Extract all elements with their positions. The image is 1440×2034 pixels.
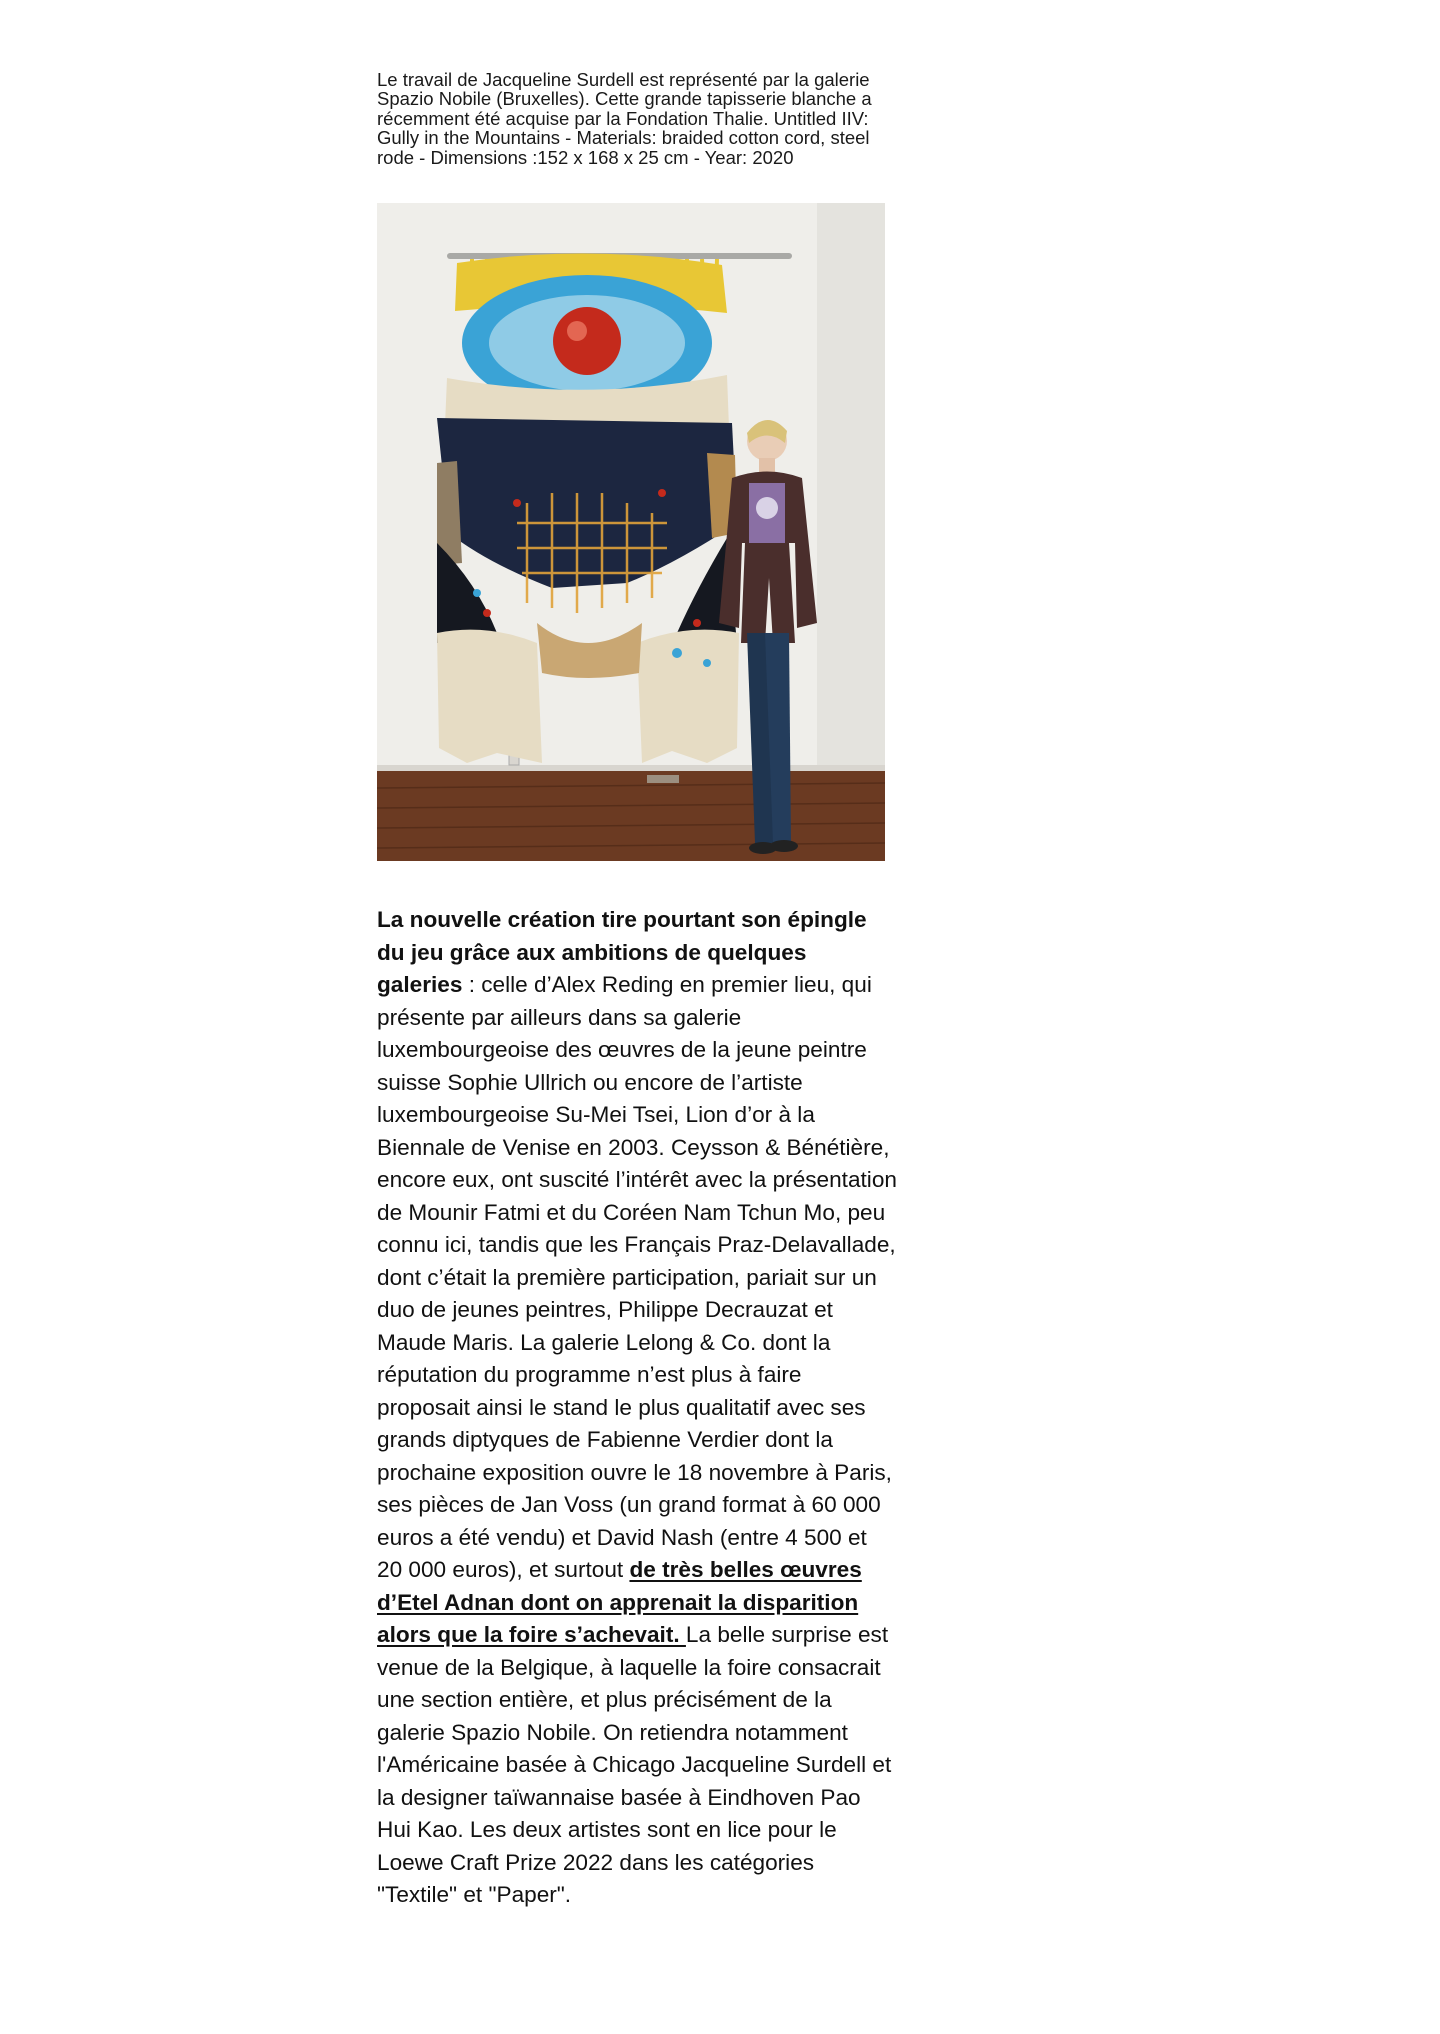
etel-adnan-link[interactable]: de très belles œuvres d’Etel Adnan dont on apprenait la disparition alors que la foire s’achevait. (377, 1557, 862, 1647)
article-text-part-1: : celle d’Alex Reding en premier lieu, qui présente par ailleurs dans sa galerie luxembourgeoise des œuvres de la jeune peintre suisse Sophie Ullrich ou encore de l’artiste luxembourgeoise Su-Mei Tsei, Lion d’or à la Biennale de Venise en 2003. Ceysson & Bénétière, encore eux, ont suscité l’intérêt avec la présentation de Mounir Fatmi et du Coréen Nam Tchun Mo, peu connu ici, tandis que les Français Praz-Delavallade, dont c’était la première participation, pariait sur un duo de jeunes peintres, Philippe Decrauzat et Maude Maris. La galerie Lelong & Co. dont la réputation du programme n’est plus à faire proposait ainsi le stand le plus qualitatif avec ses grands diptyques de Fabienne Verdier dont la prochaine exposition ouvre le 18 novembre à Paris, ses pièces de Jan Voss (un grand format à 60 000 euros a été vendu) et David Nash (entre 4 500 et 20 000 euros), et surtout (377, 972, 897, 1582)
red-sphere (553, 307, 621, 375)
floor-vent (647, 775, 679, 783)
article-text-part-2: La belle surprise est venue de la Belgique, à laquelle la foire consacrait une section entière, et plus précisément de la galerie Spazio Nobile. On retiendra notamment l'Américaine basée à Chicago Jacqueline Surdell et la designer taïwannaise basée à Eindhoven Pao Hui Kao. Les deux artistes sont en lice pour le Loewe Craft Prize 2022 dans les catégories "Textile" et "Paper". (377, 1622, 892, 1907)
article-bold-intro: La nouvelle création tire pourtant son épingle du jeu grâce aux ambitions de quelques galeries (377, 907, 867, 997)
artwork-photo (377, 203, 885, 861)
image-caption: Le travail de Jacqueline Surdell est représenté par la galerie Spazio Nobile (Bruxelles). Cette grande tapisserie blanche a récemment été acquise par la Fondation Thalie. Untitled IIV: Gully in the Mountains - Materials: braided cotton cord, steel rode - Dimensions :152 x 168 x 25 cm - Year: 2020 (377, 69, 872, 168)
article-body (377, 904, 897, 1912)
cream-fringe (437, 630, 542, 763)
